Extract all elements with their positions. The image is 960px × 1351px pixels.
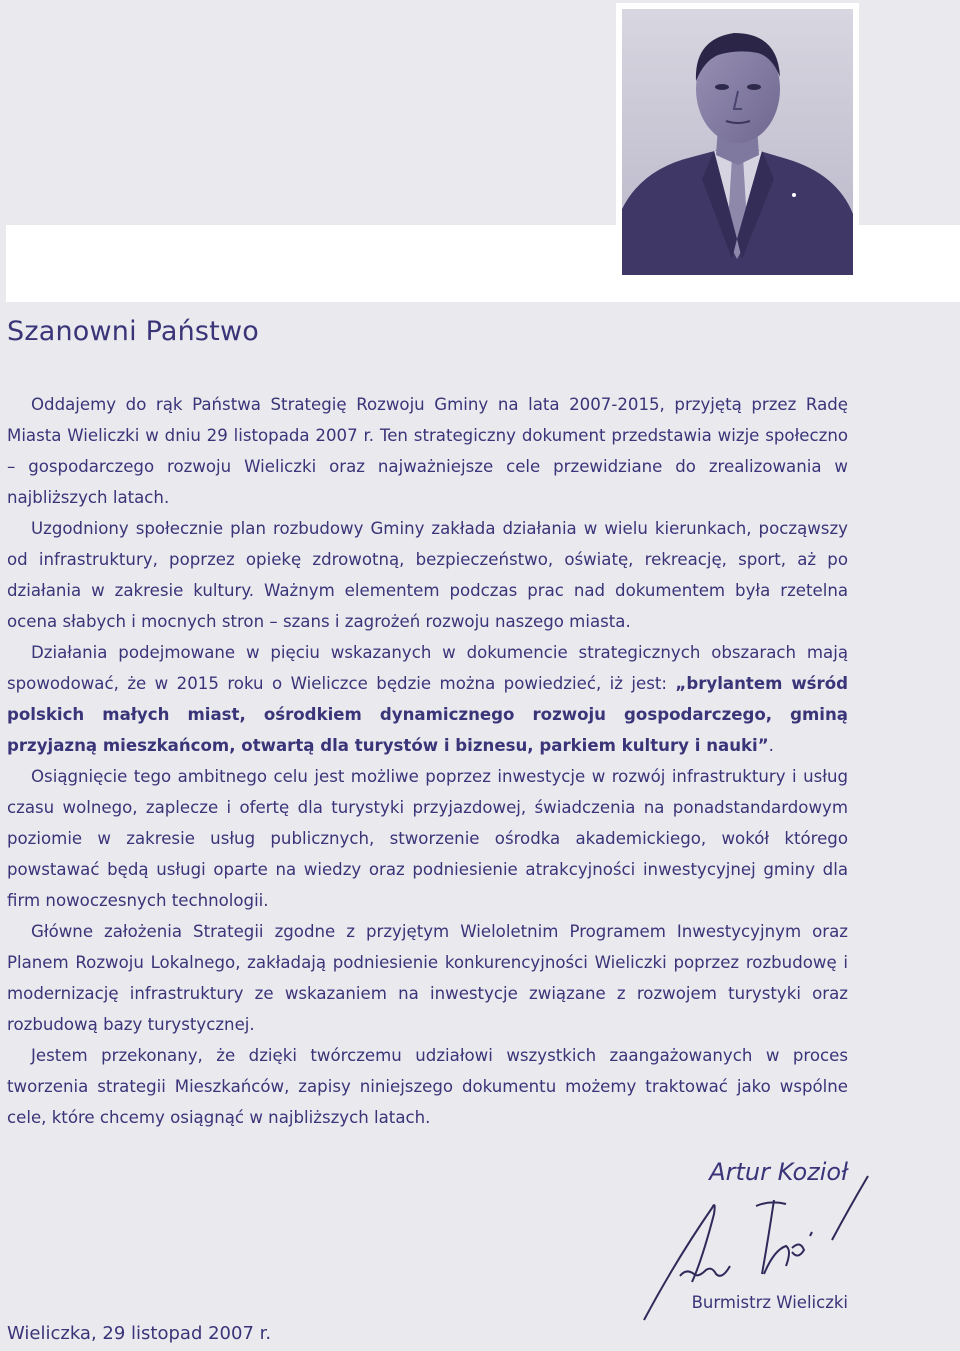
paragraph: Uzgodniony społecznie plan rozbudowy Gminy zakłada działania w wielu kierunkach, począwszy od infrastruktury, poprzez opiekę zdrowotną, bezpieczeństwo, oświatę, rekreację, sport, aż po działania w zakresie kultury. Ważnym elementem podczas prac nad dokumentem była rzetelna ocena słabych i mocnych stron – szans i zagrożeń rozwoju naszego miasta. [7,519,848,631]
paragraph: Jestem przekonany, że dzięki twórczemu udziałowi wszystkich zaangażowanych w proces tworzenia strategii Mieszkańców, zapisy niniejszego dokumentu możemy traktować jako wspólne cele, które chcemy osiągnąć w najbliższych latach. [7,1046,848,1127]
signatory-name: Artur Kozioł [709,1158,848,1186]
paragraph [7,637,848,761]
paragraph-text: Działania podejmowane w pięciu wskazanych w dokumencie strategicznych obszarach mają spowodować, że w 2015 roku o Wieliczce będzie można powiedzieć, iż jest: [7,643,848,693]
portrait-photo [616,3,859,281]
portrait-image [622,9,853,275]
signatory-title: Burmistrz Wieliczki [691,1293,848,1312]
paragraph: Oddajemy do rąk Państwa Strategię Rozwoju Gminy na lata 2007-2015, przyjętą przez Radę Miasta Wieliczki w dniu 29 listopada 2007 r. Ten strategiczny dokument przedstawia wizje społeczno – gospodarczego rozwoju Wieliczki oraz najważniejsze cele przewidziane do zrealizowania w najbliższych latach. [7,395,848,507]
letter-greeting: Szanowni Państwo [7,316,259,347]
place-and-date: Wieliczka, 29 listopad 2007 r. [7,1323,272,1344]
paragraph: Osiągnięcie tego ambitnego celu jest możliwe poprzez inwestycje w rozwój infrastruktury i usług czasu wolnego, zaplecze i ofertę dla turystyki przyjazdowej, świadczenia na ponadstandardowym poziomie w zakresie usług publicznych, stworzenie ośrodka akademickiego, wokół którego powstawać będą usługi oparte na wiedzy oraz podniesienie atrakcyjności inwestycyjnej gminy dla firm nowoczesnych technologii. [7,767,848,910]
letter-body [7,389,848,1133]
vision-statement: „brylantem wśród polskich małych miast, ośrodkiem dynamicznego rozwoju gospodarczego, gminą przyjazną mieszkańcom, otwartą dla turystów i biznesu, parkiem kultury i nauki” [7,674,848,755]
paragraph-end: . [768,736,774,755]
paragraph: Główne założenia Strategii zgodne z przyjętym Wieloletnim Programem Inwestycyjnym oraz Planem Rozwoju Lokalnego, zakładają podniesienie konkurencyjności Wieliczki poprzez rozbudowę i modernizację infrastruktury ze wskazaniem na inwestycje związane z rozwojem turystyki oraz rozbudową bazy turystycznej. [7,922,848,1034]
